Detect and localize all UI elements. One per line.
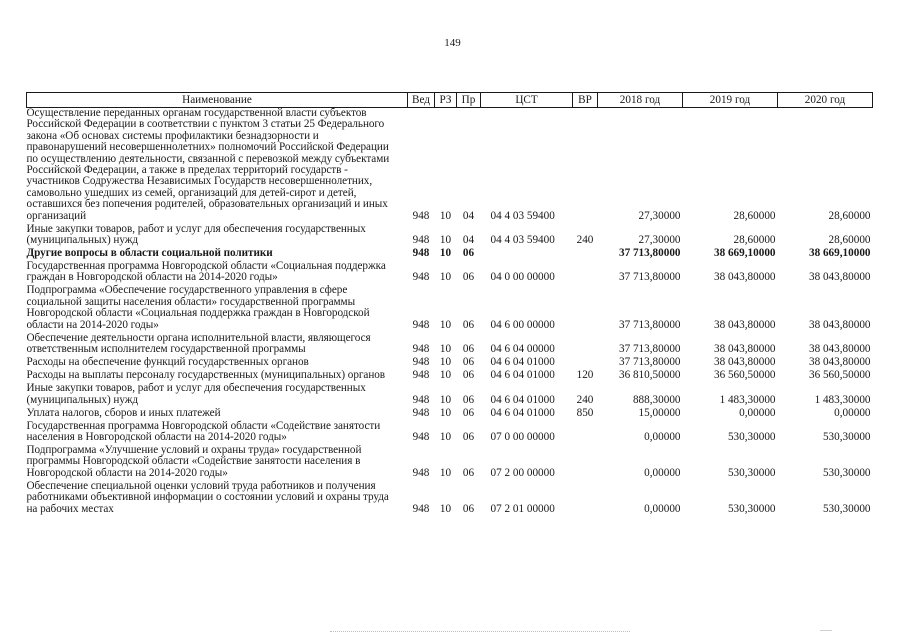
row-2018: 37 713,80000 — [618, 356, 681, 369]
row-2019: 38 043,80000 — [713, 271, 776, 284]
row-2018: 0,00000 — [644, 466, 681, 479]
row-ved: 948 — [412, 247, 430, 260]
row-pr: 06 — [462, 369, 475, 382]
row-2019: 28,60000 — [733, 209, 776, 222]
row-2019: 530,30000 — [727, 430, 776, 443]
row-name: Расходы на выплаты персоналу государственных (муниципальных) органов — [26, 369, 386, 382]
row-pr: 06 — [462, 247, 475, 260]
header-2019: 2019 год — [683, 93, 778, 108]
table-row — [27, 285, 873, 332]
header-2018: 2018 год — [598, 93, 683, 108]
row-cst: 04 4 03 59400 — [490, 234, 555, 247]
row-name: Обеспечение специальной оценки условий труда работников и получения работниками объективной информации о состоянии условий и охраны труда на рабочих местах — [26, 479, 389, 515]
row-vr — [573, 108, 598, 224]
row-cst: 04 6 04 01000 — [490, 393, 555, 406]
row-ved: 948 — [412, 209, 430, 222]
budget-table-container — [26, 92, 872, 517]
table-row — [27, 333, 873, 357]
row-vr: 240 — [576, 234, 594, 247]
row-2019: 28,60000 — [733, 234, 776, 247]
row-cst: 04 4 03 59400 — [490, 209, 555, 222]
row-2020: 38 043,80000 — [808, 356, 871, 369]
row-2020: 38 043,80000 — [808, 343, 871, 356]
row-2020: 38 669,10000 — [808, 247, 871, 260]
row-name: Подпрограмма «Улучшение условий и охраны труда» государственной программы Новгородской области «Содействие занятости населения в Новгородской области на 2014-2020 годы» — [26, 443, 362, 479]
row-name: Обеспечение деятельности органа исполнительной власти, являющегося ответственным исполнителем государственной программы — [26, 331, 371, 356]
row-name: Иные закупки товаров, работ и услуг для обеспечения государственных (муниципальных) нужд — [26, 382, 366, 406]
row-2020: 530,30000 — [822, 430, 871, 443]
row-ved: 948 — [412, 271, 430, 284]
row-2020: 1 483,30000 — [814, 393, 871, 406]
row-pr: 04 — [462, 234, 475, 247]
row-2019: 38 043,80000 — [713, 318, 776, 331]
row-ved: 948 — [412, 343, 430, 356]
row-2018: 0,00000 — [644, 430, 681, 443]
row-rz: 10 — [439, 356, 452, 369]
table-row — [27, 481, 873, 517]
row-2020: 28,60000 — [828, 234, 871, 247]
row-pr: 06 — [462, 430, 475, 443]
row-rz: 10 — [439, 234, 452, 247]
table-row — [27, 408, 873, 421]
row-name: Другие вопросы в области социальной политики — [26, 247, 273, 260]
row-2019: 38 043,80000 — [713, 343, 776, 356]
row-pr: 06 — [462, 502, 475, 515]
row-cst: 04 6 04 00000 — [490, 343, 555, 356]
row-name: Государственная программа Новгородской области «Социальная поддержка граждан в Новгородской области на 2014-2020 годы» — [26, 260, 386, 284]
row-2018: 0,00000 — [644, 502, 681, 515]
row-pr: 06 — [462, 466, 475, 479]
row-ved: 948 — [412, 430, 430, 443]
row-2018: 37 713,80000 — [618, 271, 681, 284]
row-pr: 06 — [462, 343, 475, 356]
row-pr: 06 — [462, 406, 475, 419]
row-pr: 06 — [462, 271, 475, 284]
table-row — [27, 421, 873, 445]
row-rz: 10 — [439, 209, 452, 222]
row-vr: 120 — [576, 369, 594, 382]
row-2018: 37 713,80000 — [618, 318, 681, 331]
row-rz: 10 — [439, 502, 452, 515]
row-pr: 06 — [462, 393, 475, 406]
row-2019: 36 560,50000 — [713, 369, 776, 382]
row-vr — [573, 445, 598, 481]
row-2020: 28,60000 — [828, 209, 871, 222]
table-row — [27, 261, 873, 285]
row-vr — [573, 421, 598, 445]
row-vr — [573, 333, 598, 357]
row-pr: 06 — [462, 356, 475, 369]
table-row — [27, 445, 873, 481]
header-pr: Пр — [457, 93, 481, 108]
row-vr — [573, 248, 598, 261]
row-cst: 04 0 00 00000 — [490, 271, 555, 284]
row-2020: 36 560,50000 — [808, 369, 871, 382]
row-rz: 10 — [439, 393, 452, 406]
row-rz: 10 — [439, 430, 452, 443]
row-name: Иные закупки товаров, работ и услуг для обеспечения государственных (муниципальных) нужд — [26, 222, 366, 247]
row-ved: 948 — [412, 318, 430, 331]
row-2019: 0,00000 — [739, 406, 776, 419]
row-ved: 948 — [412, 393, 430, 406]
header-rz: РЗ — [435, 93, 457, 108]
row-name: Расходы на обеспечение функций государственных органов — [26, 356, 309, 369]
row-2019: 38 669,10000 — [713, 247, 776, 260]
row-cst: 07 0 00 00000 — [490, 430, 555, 443]
scan-artifact-mark — [820, 630, 832, 634]
row-2020: 38 043,80000 — [808, 318, 871, 331]
row-name: Подпрограмма «Обеспечение государственного управления в сфере социальной защиты населения области» государственной программы Новгородской области «Социальная поддержка граждан в Новгородской области на 2014-2020 годы» — [26, 284, 370, 331]
row-2019: 530,30000 — [727, 466, 776, 479]
row-rz: 10 — [439, 343, 452, 356]
row-ved: 948 — [412, 356, 430, 369]
row-cst: 04 6 04 01000 — [490, 369, 555, 382]
row-2019: 530,30000 — [727, 502, 776, 515]
row-2018: 27,30000 — [638, 234, 681, 247]
row-2019: 38 043,80000 — [713, 356, 776, 369]
row-2020: 38 043,80000 — [808, 271, 871, 284]
row-ved: 948 — [412, 466, 430, 479]
budget-table — [26, 92, 873, 517]
row-ved: 948 — [412, 406, 430, 419]
row-ved: 948 — [412, 234, 430, 247]
row-vr — [573, 261, 598, 285]
row-2020: 530,30000 — [822, 466, 871, 479]
row-pr: 06 — [462, 318, 475, 331]
row-name: Уплата налогов, сборов и иных платежей — [26, 406, 221, 419]
row-rz: 10 — [439, 247, 452, 260]
row-ved: 948 — [412, 369, 430, 382]
table-body — [27, 108, 873, 517]
row-2018: 36 810,50000 — [618, 369, 681, 382]
row-cst: 04 6 04 01000 — [490, 406, 555, 419]
row-name: Осуществление переданных органам государственной власти субъектов Российской Федерации в соответствии с пунктом 3 статьи 25 Федерального закона «Об основах системы профилактики безнадзорности и правонарушений несовершеннолетних» полномочий Российской Федерации по осуществлению деятельности, связанной с перевозкой между субъектами Российской Федерации, а также в пределах территорий государств - участников Содружества Независимых Государств несовершеннолетних, самовольно ушедших из семей, организаций для детей-сирот и детей, оставшихся без попечения родителей, образовательных организаций и иных организаций — [26, 107, 390, 222]
header-name: Наименование — [27, 93, 408, 108]
table-row — [27, 383, 873, 407]
row-ved: 948 — [412, 502, 430, 515]
row-rz: 10 — [439, 318, 452, 331]
row-vr — [573, 285, 598, 332]
row-cst — [481, 248, 573, 261]
row-cst: 07 2 00 00000 — [490, 466, 555, 479]
header-2020: 2020 год — [778, 93, 873, 108]
table-header — [27, 93, 873, 108]
row-2018: 27,30000 — [638, 209, 681, 222]
row-2018: 15,00000 — [638, 406, 681, 419]
table-row — [27, 224, 873, 248]
header-cst: ЦСТ — [481, 93, 573, 108]
row-2018: 37 713,80000 — [618, 343, 681, 356]
table-row — [27, 108, 873, 224]
row-name: Государственная программа Новгородской области «Содействие занятости населения в Новгородской области на 2014-2020 годы» — [26, 419, 381, 443]
row-rz: 10 — [439, 466, 452, 479]
row-vr: 850 — [576, 406, 594, 419]
row-2020: 0,00000 — [834, 406, 871, 419]
row-cst: 07 2 01 00000 — [490, 502, 555, 515]
header-ved: Вед — [408, 93, 435, 108]
row-rz: 10 — [439, 271, 452, 284]
page-number: 149 — [444, 37, 461, 49]
row-vr: 240 — [576, 393, 594, 406]
scan-artifact — [330, 631, 630, 635]
row-2019: 1 483,30000 — [719, 393, 776, 406]
row-vr — [573, 481, 598, 517]
row-pr: 04 — [462, 209, 475, 222]
header-row — [27, 93, 873, 108]
row-2018: 37 713,80000 — [618, 247, 681, 260]
row-cst: 04 6 04 01000 — [490, 356, 555, 369]
row-2020: 530,30000 — [822, 502, 871, 515]
row-2018: 888,30000 — [632, 393, 681, 406]
row-rz: 10 — [439, 369, 452, 382]
row-rz: 10 — [439, 406, 452, 419]
row-cst: 04 6 00 00000 — [490, 318, 555, 331]
header-vr: ВР — [573, 93, 598, 108]
